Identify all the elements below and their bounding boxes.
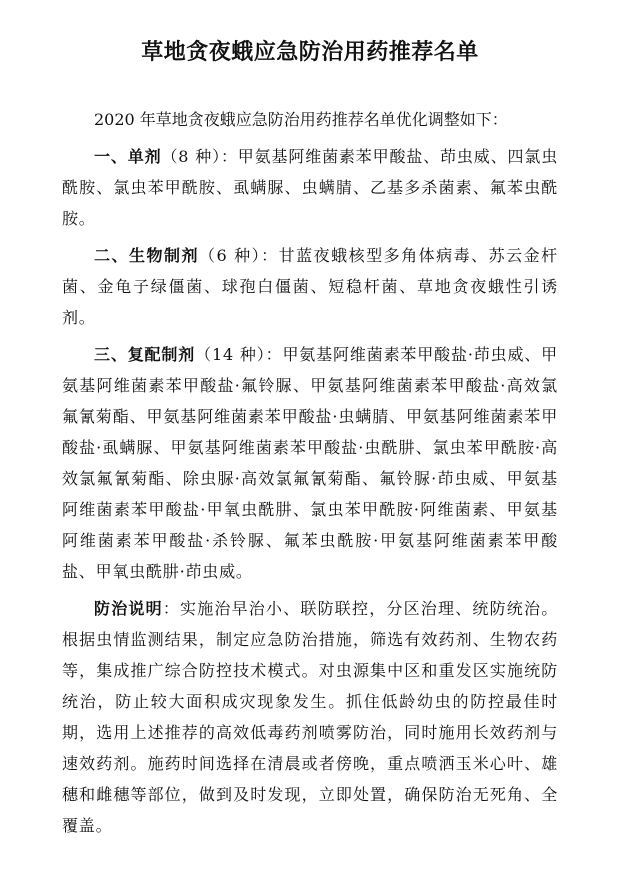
document-title: 草地贪夜蛾应急防治用药推荐名单 (141, 40, 479, 65)
section-count: （14 种） (195, 345, 266, 364)
section-single-agents (62, 141, 558, 234)
section-body: ：甲氨基阿维菌素苯甲酸盐、茚虫威、四氯虫酰胺、氯虫苯甲酰胺、虱螨脲、虫螨腈、乙基多杀菌素、氟苯虫酰胺。 (62, 147, 558, 228)
section-heading: 三、复配制剂 (94, 345, 196, 364)
section-count: （8 种） (161, 147, 221, 166)
section-heading: 二、生物制剂 (94, 246, 200, 265)
section-body: ：甲氨基阿维菌素苯甲酸盐·茚虫威、甲氨基阿维菌素苯甲酸盐·氟铃脲、甲氨基阿维菌素苯甲酸盐·高效氯氟氰菊酯、甲氨基阿维菌素苯甲酸盐·虫螨腈、甲氨基阿维菌素苯甲酸盐·虱螨脲、甲氨基阿维菌素苯甲酸盐·虫酰肼、氯虫苯甲酰胺·高效氯氟氰菊酯、除虫脲·高效氯氟氰菊酯、氟铃脲·茚虫威、甲氨基阿维菌素苯甲酸盐·甲氧虫酰肼、氯虫苯甲酰胺·阿维菌素、甲氨基阿维菌素苯甲酸盐·杀铃脲、氟苯虫酰胺·甲氨基阿维菌素苯甲酸盐、甲氧虫酰肼·茚虫威。 (62, 345, 558, 581)
intro-paragraph: 2020 年草地贪夜蛾应急防治用药推荐名单优化调整如下： (94, 110, 508, 129)
section-control-notes (62, 593, 558, 841)
section-compound-agents (62, 339, 558, 587)
section-body: ：甘蓝夜蛾核型多角体病毒、苏云金杆菌、金龟子绿僵菌、球孢白僵菌、短稳杆菌、草地贪夜蛾性引诱剂。 (62, 246, 558, 327)
section-heading: 防治说明 (94, 599, 163, 618)
section-body: ：实施治早治小、联防联控，分区治理、统防统治。根据虫情监测结果，制定应急防治措施，筛选有效药剂、生物农药等，集成推广综合防控技术模式。对虫源集中区和重发区实施统防统治，防止较大面积成灾现象发生。抓住低龄幼虫的防控最佳时期，选用上述推荐的高效低毒药剂喷雾防治，同时施用长效药剂与速效药剂。施药时间选择在清晨或者傍晚，重点喷洒玉米心叶、雄穗和雌穗等部位，做到及时发现，立即处置，确保防治无死角、全覆盖。 (62, 599, 559, 835)
section-heading: 一、单剂 (94, 147, 162, 166)
section-biological-agents (62, 240, 558, 333)
section-count: （6 种） (199, 246, 262, 265)
